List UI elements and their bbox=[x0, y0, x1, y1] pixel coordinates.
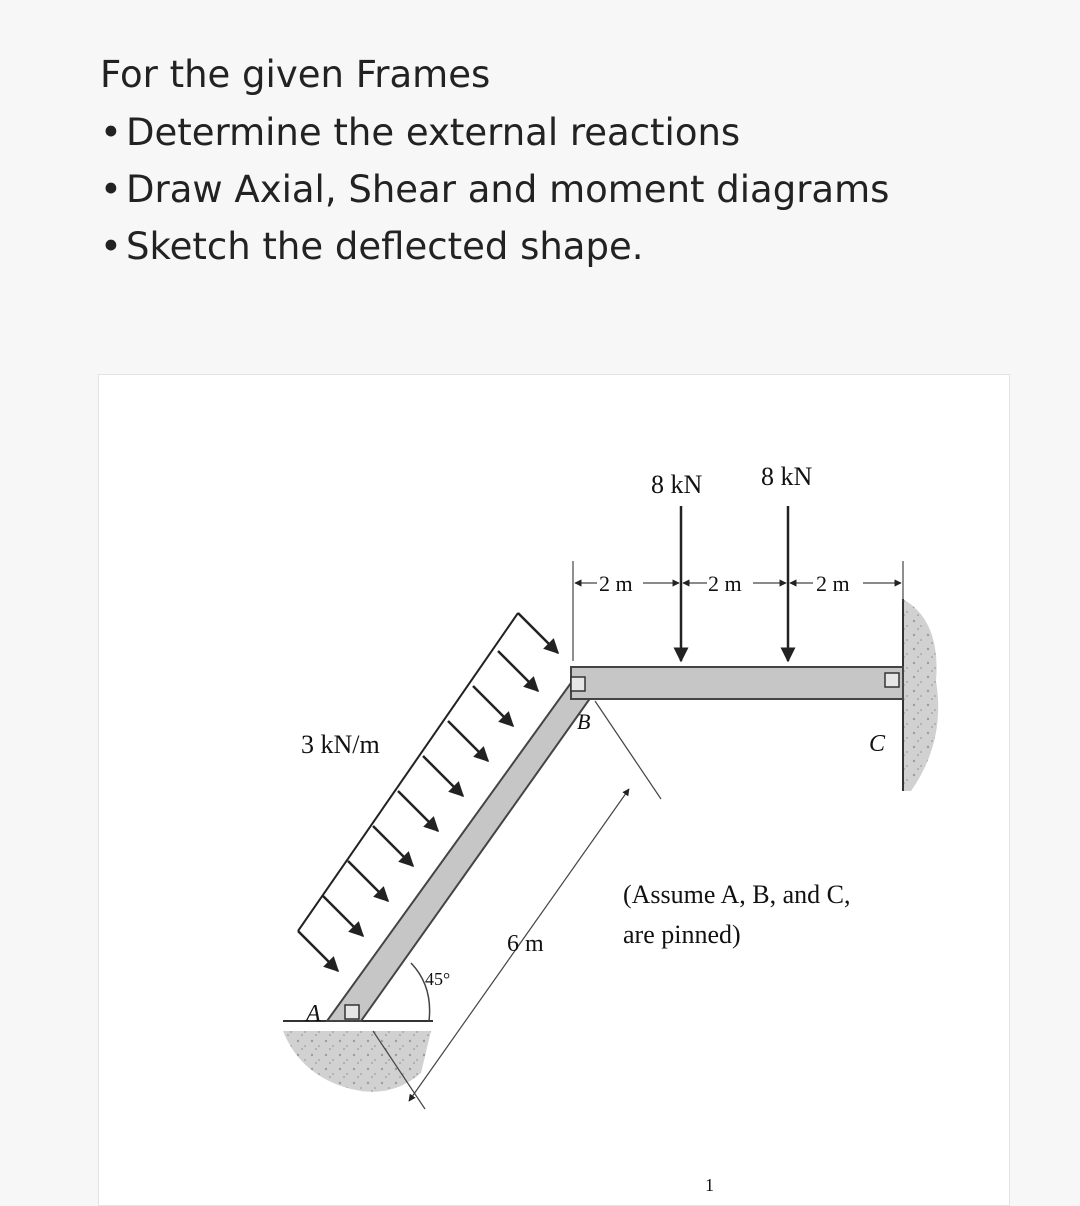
frame-diagram bbox=[99, 375, 1009, 1194]
span-3-label: 2 m bbox=[816, 571, 850, 596]
assumption-note-line-1: (Assume A, B, and C, bbox=[623, 880, 851, 909]
task-item: • Draw Axial, Shear and moment diagrams bbox=[100, 161, 889, 218]
assumption-note-line-2: are pinned) bbox=[623, 920, 741, 949]
span-1-label: 2 m bbox=[599, 571, 633, 596]
stray-mark: 1 bbox=[705, 1175, 714, 1194]
bullet-icon: • bbox=[100, 168, 122, 211]
horizontal-member-bc bbox=[571, 667, 903, 699]
ground-support-a bbox=[283, 1031, 431, 1092]
angle-label: 45° bbox=[425, 969, 451, 989]
wall-support-c bbox=[903, 599, 938, 791]
task-item: • Determine the external reactions bbox=[100, 104, 889, 161]
load-1-label: 8 kN bbox=[651, 470, 703, 499]
pin-a bbox=[345, 1005, 359, 1019]
load-2-label: 8 kN bbox=[761, 462, 813, 491]
distributed-load-envelope bbox=[298, 613, 518, 931]
point-b-label: B bbox=[577, 709, 591, 734]
point-a-label: A bbox=[306, 1001, 321, 1027]
bullet-icon: • bbox=[100, 225, 122, 268]
inclined-member-ab bbox=[327, 669, 591, 1021]
incline-extension-b bbox=[595, 701, 661, 799]
frame-diagram-panel bbox=[98, 374, 1010, 1206]
point-c-label: C bbox=[869, 731, 886, 757]
task-list bbox=[100, 104, 889, 275]
task-item: • Sketch the deflected shape. bbox=[100, 218, 889, 275]
incline-length-label: 6 m bbox=[507, 931, 544, 957]
distributed-load-label: 3 kN/m bbox=[301, 730, 380, 759]
span-2-label: 2 m bbox=[708, 571, 742, 596]
pin-c bbox=[885, 673, 899, 687]
bullet-icon: • bbox=[100, 111, 122, 154]
question-title: For the given Frames bbox=[100, 53, 491, 96]
pin-b bbox=[571, 677, 585, 691]
question-text bbox=[100, 46, 889, 275]
